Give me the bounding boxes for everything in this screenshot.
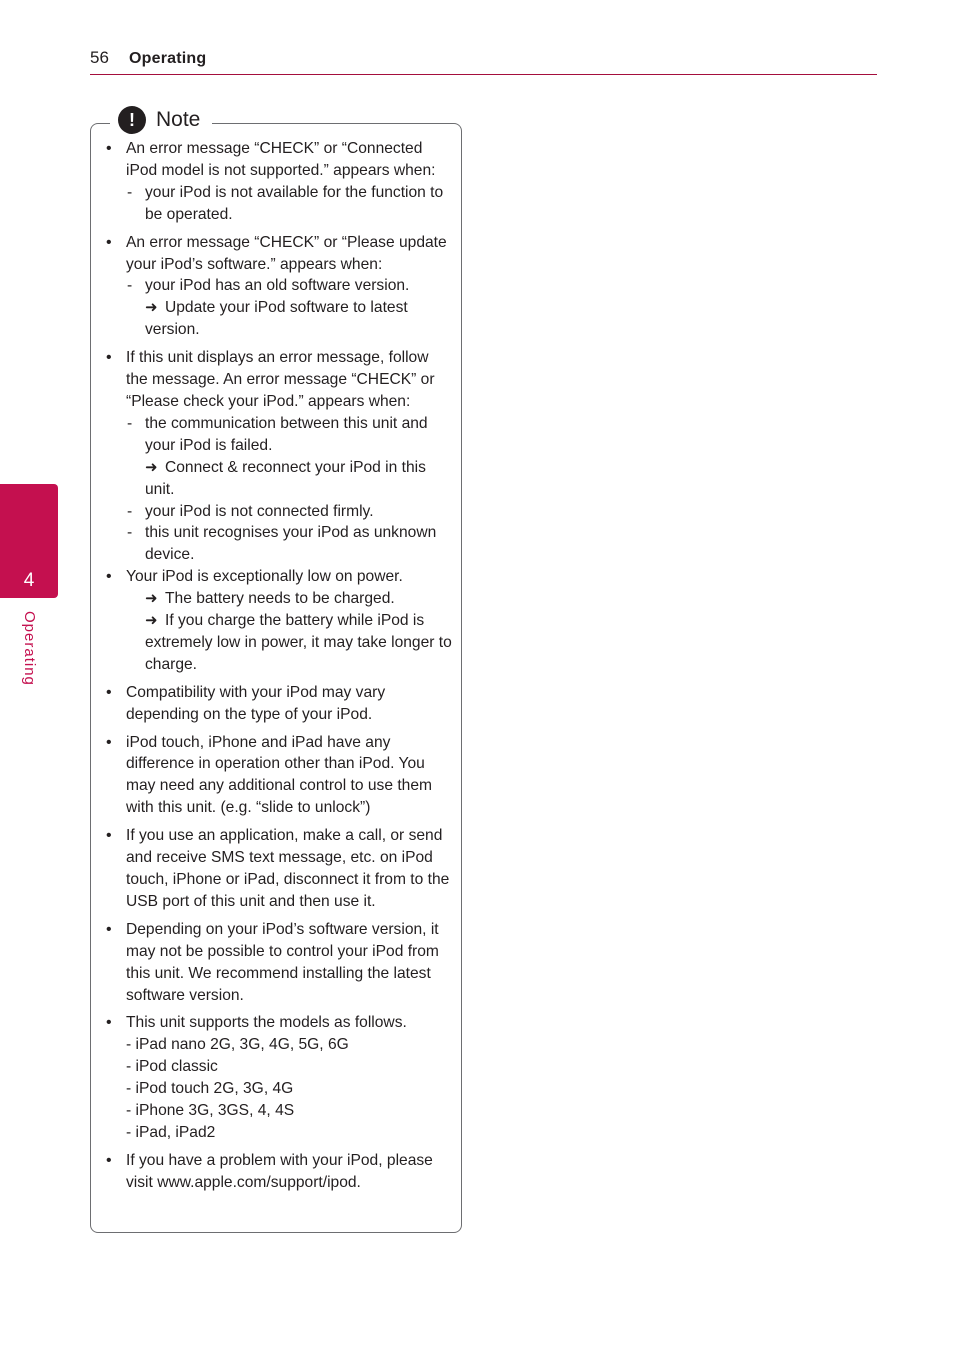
condition-text: the communication between this unit and your iPod is failed.	[145, 414, 428, 454]
model-line: - iPhone 3G, 3GS, 4, 4S	[126, 1102, 295, 1120]
note-item	[104, 347, 454, 566]
note-item-text: This unit supports the models as follows.	[126, 1014, 407, 1032]
model-line: - iPod touch 2G, 3G, 4G	[126, 1080, 294, 1098]
remedy-line	[126, 610, 454, 676]
page-number: 56	[90, 48, 109, 67]
note-item	[104, 732, 454, 820]
note-item	[104, 825, 454, 913]
remedy-line	[126, 588, 454, 610]
note-item	[104, 566, 454, 676]
arrow-right-icon: ➜	[145, 590, 158, 608]
note-item	[104, 138, 454, 226]
note-title: Note	[156, 108, 201, 131]
condition-text: this unit recognises your iPod as unknown device.	[145, 524, 437, 564]
note-item	[104, 232, 454, 342]
remedy-line	[126, 457, 454, 501]
note-item	[104, 1150, 454, 1194]
condition-line: - your iPod is not connected firmly.	[127, 502, 374, 520]
condition-line: - your iPod is not available for the function to be operated.	[127, 183, 444, 223]
model-line: - iPad nano 2G, 3G, 4G, 5G, 6G	[126, 1036, 349, 1054]
arrow-right-icon: ➜	[145, 458, 158, 476]
model-line: - iPad, iPad2	[126, 1123, 216, 1141]
note-list	[104, 138, 454, 1194]
note-header	[110, 104, 212, 136]
note-content	[104, 138, 454, 1200]
note-item-text: If you have a problem with your iPod, please visit www.apple.com/support/ipod.	[126, 1151, 433, 1191]
note-item	[104, 682, 454, 726]
note-item-text: Compatibility with your iPod may vary depending on the type of your iPod.	[126, 683, 386, 723]
condition-line: - the communication between this unit and your iPod is failed.	[127, 414, 428, 454]
remedy-text: Connect & reconnect your iPod in this unit.	[145, 458, 426, 498]
remedy-text: Update your iPod software to latest version.	[145, 299, 408, 339]
note-item-text: iPod touch, iPhone and iPad have any difference in operation other than iPod. You may need any additional control to use them with this unit. (e.g. “slide to unlock”)	[126, 733, 432, 817]
note-item-text: Your iPod is exceptionally low on power.	[126, 568, 403, 586]
arrow-right-icon: ➜	[145, 299, 158, 317]
model-line: - iPod classic	[126, 1058, 218, 1076]
condition-text: your iPod has an old software version.	[145, 277, 410, 295]
exclamation-icon: !	[118, 106, 146, 134]
chapter-label: Operating	[21, 611, 38, 686]
condition-line: - this unit recognises your iPod as unknown device.	[127, 524, 437, 564]
header-rule	[90, 74, 877, 75]
chapter-tab	[0, 484, 58, 598]
condition-line: - your iPod has an old software version.	[127, 277, 410, 295]
note-item	[104, 919, 454, 1007]
note-item-text: Depending on your iPod’s software version, it may not be possible to control your iPod from this unit. We recommend installing the latest software version.	[126, 920, 439, 1004]
remedy-text: If you charge the battery while iPod is extremely low in power, it may take longer to charge.	[145, 612, 452, 673]
condition-text: your iPod is not available for the function to be operated.	[145, 183, 444, 223]
condition-text: your iPod is not connected firmly.	[145, 502, 374, 520]
chapter-number: 4	[23, 570, 35, 591]
note-item-text: An error message “CHECK” or “Connected iPod model is not supported.” appears when:	[126, 140, 436, 179]
remedy-line	[126, 297, 454, 341]
arrow-right-icon: ➜	[145, 612, 158, 630]
section-title: Operating	[129, 50, 207, 67]
note-item-text: An error message “CHECK” or “Please update your iPod’s software.” appears when:	[126, 233, 447, 273]
note-item-text: If you use an application, make a call, or send and receive SMS text message, etc. on iPod touch, iPhone or iPad, disconnect it from to the USB port of this unit and then use it.	[126, 827, 450, 910]
note-item	[104, 1012, 454, 1143]
remedy-text: The battery needs to be charged.	[165, 590, 395, 608]
note-item-text: If this unit displays an error message, follow the message. An error message “CHECK” or “Please check your iPod.” appears when:	[126, 349, 435, 410]
